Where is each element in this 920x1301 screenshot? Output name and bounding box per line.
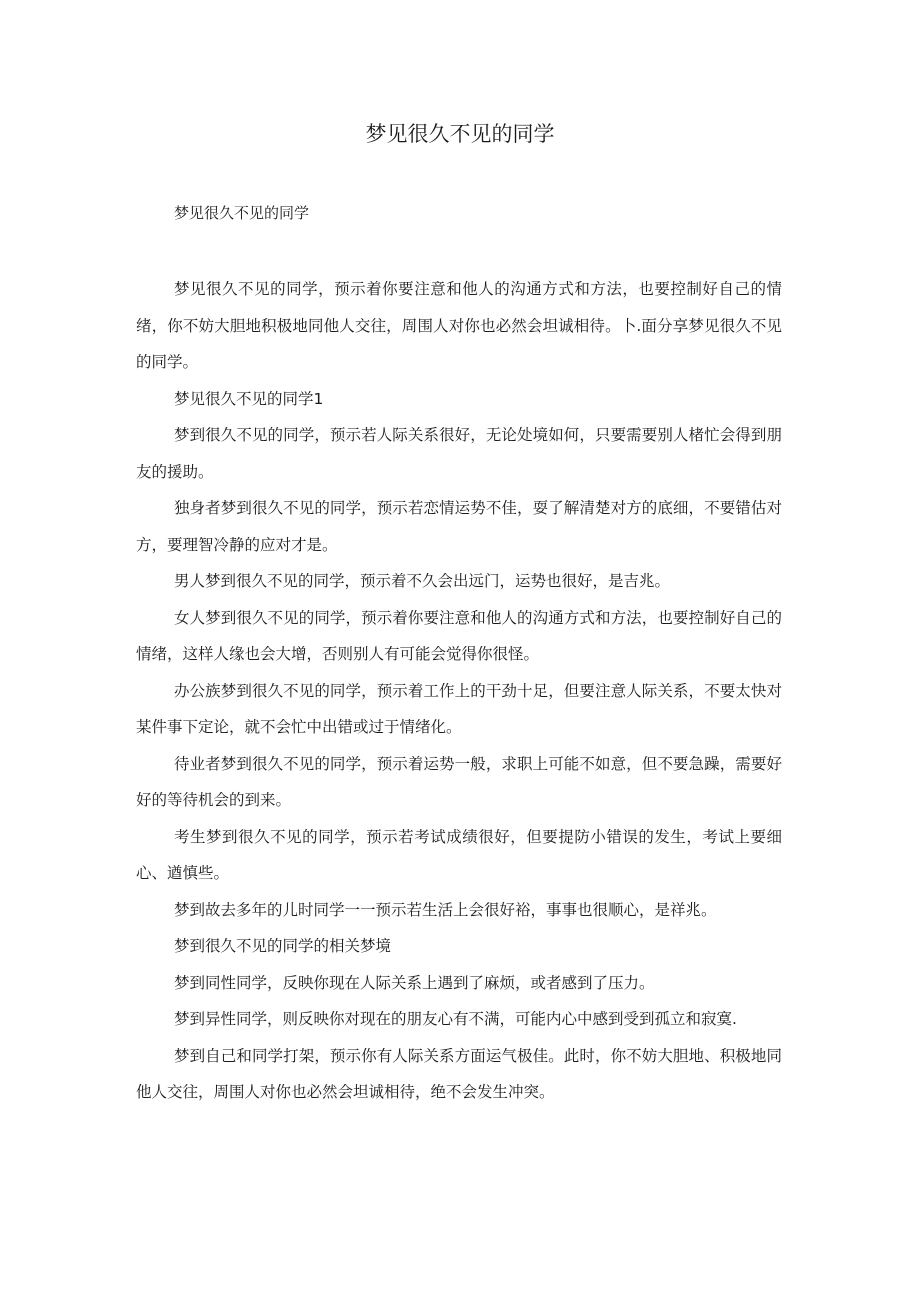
- paragraph: 梦到异性同学，则反映你对现在的朋友心有不满，可能内心中感到受到孤立和寂寞.: [174, 1010, 737, 1028]
- paragraph: 独身者梦到很久不见的同学，预示若恋情运势不佳，耍了解清楚对方的底细，不要错估对方，要理智冷静的应对才是。: [136, 499, 782, 554]
- section-heading: 梦见很久不见的同学1: [174, 389, 324, 408]
- paragraph-intro: 梦见很久不见的同学，预示着你要注意和他人的沟通方式和方法，也要控制好自己的情绪，你不妨大胆地积极地同他人交往，周围人对你也必然会坦诚相待。卜.面分享梦见很久不见的同学。: [136, 280, 782, 371]
- paragraph: 梦到同性同学，反映你现在人际关系上遇到了麻烦，或者感到了压力。: [174, 973, 655, 992]
- document-subtitle: 梦见很久不见的同学: [174, 204, 310, 222]
- paragraph: 梦到很久不见的同学，预示若人际关系很好，无论处境如何，只要需要别人楮忙会得到朋友的援助。: [136, 426, 782, 481]
- document-body: [136, 271, 782, 1111]
- paragraph: 办公族梦到很久不见的同学，预示着工作上的干劲十足，但要注意人际关系，不要太快对某件事下定论，就不会忙中出错或过于情绪化。: [136, 681, 782, 736]
- paragraph: 女人梦到很久不见的同学，预示着你要注意和他人的沟通方式和方法，也要控制好自己的情绪，这样人缘也会大增，否则别人有可能会觉得你很怪。: [136, 608, 782, 663]
- paragraph: 梦到自己和同学打架，预示你有人际关系方面运气极佳。此时，你不妨大胆地、积极地同他人交往，周围人对你也必然会坦诚相待，绝不会发生冲突。: [136, 1046, 782, 1101]
- paragraph: 男人梦到很久不见的同学，预示着不久会出远门，运势也很好，是吉兆。: [174, 572, 671, 590]
- page-title: 梦见很久不见的同学: [365, 122, 555, 146]
- section-heading: 梦到很久不见的同学的相关梦境: [174, 937, 392, 955]
- paragraph: 考生梦到很久不见的同学，预示若考试成绩很好，但要提防小错误的发生，考试上要细心、遒慎些。: [136, 827, 782, 882]
- paragraph: 待业者梦到很久不见的同学，预示着运势一般，求职上可能不如意，但不要急躁，需要好好的等待机会的到来。: [136, 754, 782, 809]
- paragraph: 梦到故去多年的儿时同学一一预示若生活上会很好裕，事事也很顺心，是祥兆。: [174, 900, 717, 919]
